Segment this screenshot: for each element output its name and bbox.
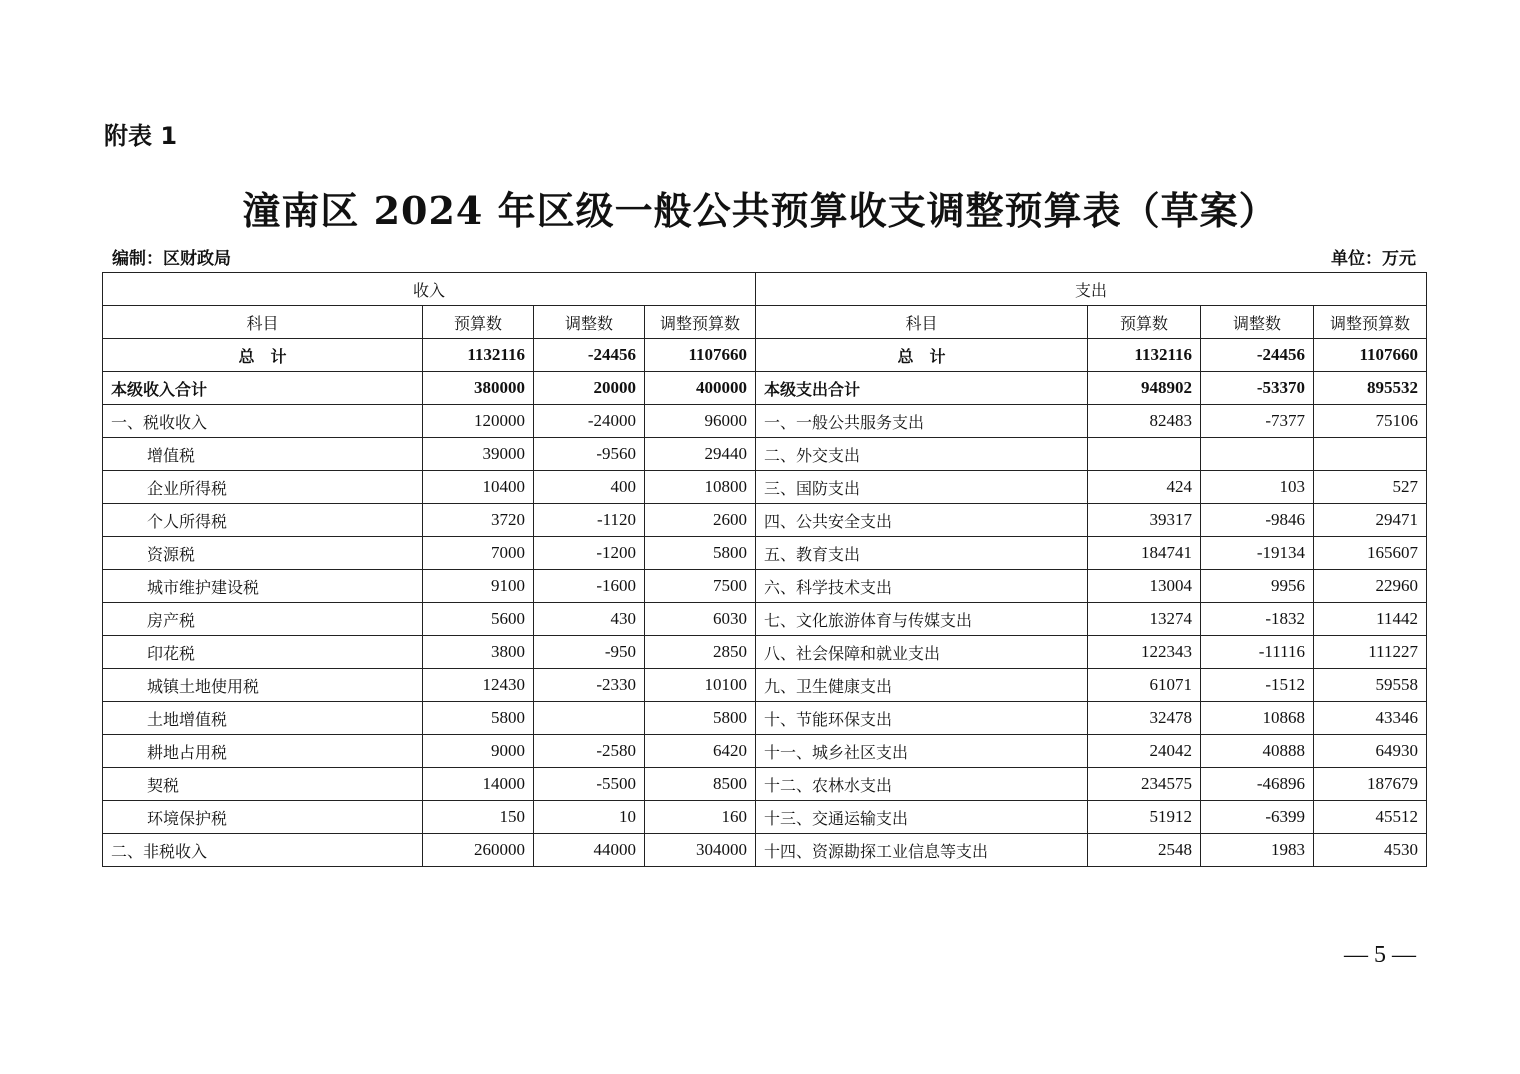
expenditure-adjustment-cell: -53370 bbox=[1201, 372, 1314, 405]
table-row bbox=[103, 339, 1427, 372]
income-adjusted-budget-cell: 10100 bbox=[645, 669, 756, 702]
expenditure-subject-cell: 五、教育支出 bbox=[756, 537, 1088, 570]
expenditure-subject-cell: 十三、交通运输支出 bbox=[756, 801, 1088, 834]
income-adjusted-budget-cell: 6420 bbox=[645, 735, 756, 768]
income-subject-cell: 印花税 bbox=[103, 636, 423, 669]
income-subject-cell: 二、非税收入 bbox=[103, 834, 423, 867]
expenditure-budget-cell: 184741 bbox=[1088, 537, 1201, 570]
expenditure-subject-header: 科目 bbox=[756, 306, 1088, 339]
expenditure-subject-cell: 九、卫生健康支出 bbox=[756, 669, 1088, 702]
income-adjustment-cell: 10 bbox=[534, 801, 645, 834]
income-adjusted-budget-cell: 5800 bbox=[645, 537, 756, 570]
expenditure-adjustment-cell: 103 bbox=[1201, 471, 1314, 504]
table-row bbox=[103, 834, 1427, 867]
income-budget-cell: 1132116 bbox=[423, 339, 534, 372]
expenditure-section-header: 支出 bbox=[756, 273, 1427, 306]
expenditure-budget-cell: 948902 bbox=[1088, 372, 1201, 405]
expenditure-adjusted-budget-cell: 895532 bbox=[1314, 372, 1427, 405]
income-budget-cell: 260000 bbox=[423, 834, 534, 867]
budget-table-body bbox=[103, 339, 1427, 867]
income-subject-cell: 城镇土地使用税 bbox=[103, 669, 423, 702]
expenditure-budget-cell: 13274 bbox=[1088, 603, 1201, 636]
compiler-label: 编制：区财政局 bbox=[112, 249, 231, 269]
income-adjustment-cell: 430 bbox=[534, 603, 645, 636]
income-subject-header: 科目 bbox=[103, 306, 423, 339]
expenditure-adjusted-budget-cell: 43346 bbox=[1314, 702, 1427, 735]
income-adjustment-cell: -9560 bbox=[534, 438, 645, 471]
income-adjustment-cell: -24000 bbox=[534, 405, 645, 438]
income-budget-cell: 150 bbox=[423, 801, 534, 834]
income-adjusted-budget-cell: 10800 bbox=[645, 471, 756, 504]
income-adjustment-header: 调整数 bbox=[534, 306, 645, 339]
expenditure-budget-cell: 234575 bbox=[1088, 768, 1201, 801]
income-adjustment-cell: -950 bbox=[534, 636, 645, 669]
income-budget-cell: 39000 bbox=[423, 438, 534, 471]
expenditure-budget-cell bbox=[1088, 438, 1201, 471]
table-row bbox=[103, 438, 1427, 471]
income-adjusted-budget-cell: 5800 bbox=[645, 702, 756, 735]
income-subject-cell: 城市维护建设税 bbox=[103, 570, 423, 603]
income-adjustment-cell: -2580 bbox=[534, 735, 645, 768]
expenditure-adjustment-cell: 40888 bbox=[1201, 735, 1314, 768]
income-budget-header: 预算数 bbox=[423, 306, 534, 339]
expenditure-adjusted-budget-cell: 59558 bbox=[1314, 669, 1427, 702]
expenditure-adjusted-budget-cell: 29471 bbox=[1314, 504, 1427, 537]
table-row bbox=[103, 537, 1427, 570]
income-adjusted-budget-cell: 8500 bbox=[645, 768, 756, 801]
income-subject-cell: 一、税收收入 bbox=[103, 405, 423, 438]
expenditure-adjusted-budget-cell: 111227 bbox=[1314, 636, 1427, 669]
income-budget-cell: 5600 bbox=[423, 603, 534, 636]
expenditure-subject-cell: 十二、农林水支出 bbox=[756, 768, 1088, 801]
table-row bbox=[103, 801, 1427, 834]
table-row bbox=[103, 702, 1427, 735]
income-budget-cell: 3800 bbox=[423, 636, 534, 669]
expenditure-budget-cell: 32478 bbox=[1088, 702, 1201, 735]
table-row bbox=[103, 636, 1427, 669]
table-row bbox=[103, 603, 1427, 636]
expenditure-subject-cell: 二、外交支出 bbox=[756, 438, 1088, 471]
expenditure-adjusted-budget-cell: 64930 bbox=[1314, 735, 1427, 768]
expenditure-adjusted-budget-cell: 4530 bbox=[1314, 834, 1427, 867]
income-adjustment-cell: 20000 bbox=[534, 372, 645, 405]
income-adjusted-budget-cell: 7500 bbox=[645, 570, 756, 603]
table-row bbox=[103, 570, 1427, 603]
income-budget-cell: 14000 bbox=[423, 768, 534, 801]
income-subject-cell: 增值税 bbox=[103, 438, 423, 471]
expenditure-adjusted-budget-cell: 1107660 bbox=[1314, 339, 1427, 372]
income-adjusted-budget-cell: 304000 bbox=[645, 834, 756, 867]
income-budget-cell: 120000 bbox=[423, 405, 534, 438]
expenditure-budget-cell: 82483 bbox=[1088, 405, 1201, 438]
expenditure-adjustment-cell: -6399 bbox=[1201, 801, 1314, 834]
table-row bbox=[103, 735, 1427, 768]
expenditure-adjusted-budget-cell bbox=[1314, 438, 1427, 471]
expenditure-subject-cell: 总 计 bbox=[756, 339, 1088, 372]
table-row bbox=[103, 768, 1427, 801]
expenditure-subject-cell: 七、文化旅游体育与传媒支出 bbox=[756, 603, 1088, 636]
income-adjusted-budget-cell: 2600 bbox=[645, 504, 756, 537]
unit-label: 单位：万元 bbox=[1331, 249, 1416, 269]
expenditure-adjusted-budget-cell: 75106 bbox=[1314, 405, 1427, 438]
expenditure-subject-cell: 六、科学技术支出 bbox=[756, 570, 1088, 603]
expenditure-adjustment-cell: 10868 bbox=[1201, 702, 1314, 735]
expenditure-adjustment-cell: 9956 bbox=[1201, 570, 1314, 603]
income-section-header: 收入 bbox=[103, 273, 756, 306]
income-budget-cell: 3720 bbox=[423, 504, 534, 537]
expenditure-subject-cell: 十四、资源勘探工业信息等支出 bbox=[756, 834, 1088, 867]
document-title: 潼南区 2024 年区级一般公共预算收支调整预算表（草案） bbox=[242, 188, 1278, 233]
expenditure-budget-cell: 51912 bbox=[1088, 801, 1201, 834]
page-number: — 5 — bbox=[1344, 942, 1416, 968]
expenditure-subject-cell: 本级支出合计 bbox=[756, 372, 1088, 405]
income-budget-cell: 10400 bbox=[423, 471, 534, 504]
table-row bbox=[103, 405, 1427, 438]
expenditure-adjustment-cell: -7377 bbox=[1201, 405, 1314, 438]
expenditure-adjusted-budget-cell: 527 bbox=[1314, 471, 1427, 504]
expenditure-adjustment-cell: -24456 bbox=[1201, 339, 1314, 372]
income-subject-cell: 契税 bbox=[103, 768, 423, 801]
expenditure-subject-cell: 三、国防支出 bbox=[756, 471, 1088, 504]
income-adjustment-cell: -1200 bbox=[534, 537, 645, 570]
expenditure-adjusted-budget-cell: 11442 bbox=[1314, 603, 1427, 636]
expenditure-budget-cell: 39317 bbox=[1088, 504, 1201, 537]
income-adjustment-cell: -1600 bbox=[534, 570, 645, 603]
expenditure-budget-header: 预算数 bbox=[1088, 306, 1201, 339]
income-adjusted-budget-cell: 400000 bbox=[645, 372, 756, 405]
income-adjusted-budget-cell: 1107660 bbox=[645, 339, 756, 372]
income-subject-cell: 个人所得税 bbox=[103, 504, 423, 537]
income-budget-cell: 9000 bbox=[423, 735, 534, 768]
budget-table bbox=[102, 272, 1427, 867]
expenditure-budget-cell: 424 bbox=[1088, 471, 1201, 504]
expenditure-adjustment-cell: -11116 bbox=[1201, 636, 1314, 669]
expenditure-adjustment-cell: -1512 bbox=[1201, 669, 1314, 702]
expenditure-subject-cell: 一、一般公共服务支出 bbox=[756, 405, 1088, 438]
income-adjusted-budget-cell: 6030 bbox=[645, 603, 756, 636]
income-subject-cell: 环境保护税 bbox=[103, 801, 423, 834]
income-adjustment-cell: -1120 bbox=[534, 504, 645, 537]
expenditure-subject-cell: 八、社会保障和就业支出 bbox=[756, 636, 1088, 669]
income-adjustment-cell: 44000 bbox=[534, 834, 645, 867]
expenditure-adjustment-cell: -9846 bbox=[1201, 504, 1314, 537]
expenditure-subject-cell: 四、公共安全支出 bbox=[756, 504, 1088, 537]
income-subject-cell: 本级收入合计 bbox=[103, 372, 423, 405]
expenditure-budget-cell: 2548 bbox=[1088, 834, 1201, 867]
expenditure-adjustment-cell: -19134 bbox=[1201, 537, 1314, 570]
income-budget-cell: 5800 bbox=[423, 702, 534, 735]
income-adjustment-cell: -2330 bbox=[534, 669, 645, 702]
income-adjusted-budget-cell: 160 bbox=[645, 801, 756, 834]
expenditure-budget-cell: 61071 bbox=[1088, 669, 1201, 702]
income-subject-cell: 房产税 bbox=[103, 603, 423, 636]
expenditure-adjustment-header: 调整数 bbox=[1201, 306, 1314, 339]
table-row bbox=[103, 504, 1427, 537]
expenditure-budget-cell: 13004 bbox=[1088, 570, 1201, 603]
table-row bbox=[103, 372, 1427, 405]
expenditure-adjusted-budget-header: 调整预算数 bbox=[1314, 306, 1427, 339]
income-subject-cell: 总 计 bbox=[103, 339, 423, 372]
income-adjusted-budget-cell: 2850 bbox=[645, 636, 756, 669]
income-subject-cell: 土地增值税 bbox=[103, 702, 423, 735]
income-adjusted-budget-cell: 29440 bbox=[645, 438, 756, 471]
table-row bbox=[103, 471, 1427, 504]
income-adjustment-cell bbox=[534, 702, 645, 735]
expenditure-budget-cell: 122343 bbox=[1088, 636, 1201, 669]
expenditure-subject-cell: 十、节能环保支出 bbox=[756, 702, 1088, 735]
expenditure-budget-cell: 1132116 bbox=[1088, 339, 1201, 372]
expenditure-adjustment-cell: -46896 bbox=[1201, 768, 1314, 801]
income-budget-cell: 7000 bbox=[423, 537, 534, 570]
expenditure-adjusted-budget-cell: 45512 bbox=[1314, 801, 1427, 834]
expenditure-adjustment-cell: -1832 bbox=[1201, 603, 1314, 636]
expenditure-adjusted-budget-cell: 187679 bbox=[1314, 768, 1427, 801]
income-adjustment-cell: -24456 bbox=[534, 339, 645, 372]
expenditure-adjusted-budget-cell: 165607 bbox=[1314, 537, 1427, 570]
table-row bbox=[103, 669, 1427, 702]
income-subject-cell: 耕地占用税 bbox=[103, 735, 423, 768]
income-adjusted-budget-cell: 96000 bbox=[645, 405, 756, 438]
expenditure-adjustment-cell: 1983 bbox=[1201, 834, 1314, 867]
income-budget-cell: 12430 bbox=[423, 669, 534, 702]
income-adjustment-cell: -5500 bbox=[534, 768, 645, 801]
income-budget-cell: 380000 bbox=[423, 372, 534, 405]
income-adjusted-budget-header: 调整预算数 bbox=[645, 306, 756, 339]
expenditure-subject-cell: 十一、城乡社区支出 bbox=[756, 735, 1088, 768]
expenditure-adjustment-cell bbox=[1201, 438, 1314, 471]
income-subject-cell: 企业所得税 bbox=[103, 471, 423, 504]
income-adjustment-cell: 400 bbox=[534, 471, 645, 504]
income-budget-cell: 9100 bbox=[423, 570, 534, 603]
income-subject-cell: 资源税 bbox=[103, 537, 423, 570]
annex-label: 附表 1 bbox=[104, 122, 178, 150]
expenditure-budget-cell: 24042 bbox=[1088, 735, 1201, 768]
expenditure-adjusted-budget-cell: 22960 bbox=[1314, 570, 1427, 603]
